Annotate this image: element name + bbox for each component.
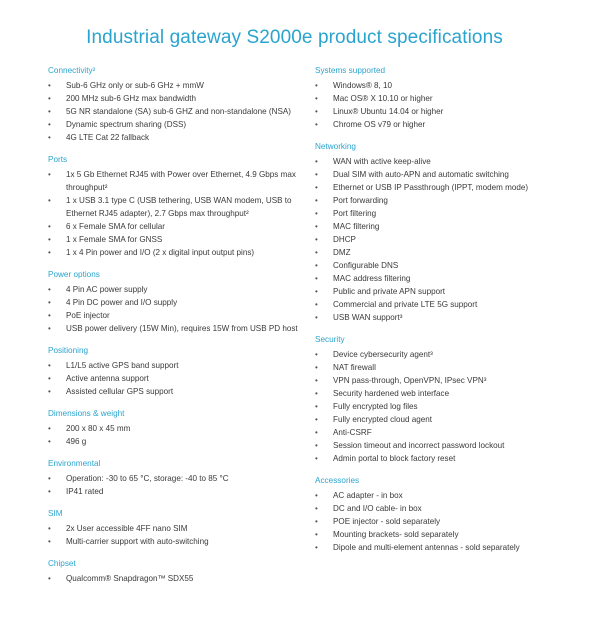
spec-item: • USB WAN support³	[315, 311, 577, 324]
spec-item: • 6 x Female SMA for cellular	[48, 220, 304, 233]
spec-item: • DMZ	[315, 246, 577, 259]
spec-item: • MAC filtering	[315, 220, 577, 233]
spec-item: • Admin portal to block factory reset	[315, 452, 577, 465]
spec-section-sim	[48, 508, 304, 548]
page-title: Industrial gateway S2000e product specifications	[86, 27, 503, 48]
spec-section-systems-supported	[315, 65, 577, 131]
spec-item: • DC and I/O cable- in box	[315, 502, 577, 515]
spec-section-environmental	[48, 458, 304, 498]
spec-item: • Security hardened web interface	[315, 387, 577, 400]
spec-list	[315, 155, 577, 324]
spec-item: • Dynamic spectrum sharing (DSS)	[48, 118, 304, 131]
spec-item: • Session timeout and incorrect password lockout	[315, 439, 577, 452]
spec-item: • PoE injector	[48, 309, 304, 322]
right-column	[315, 62, 577, 564]
section-heading: Security	[315, 335, 345, 344]
spec-section-positioning	[48, 345, 304, 398]
spec-item: • VPN pass-through, OpenVPN, IPsec VPN³	[315, 374, 577, 387]
spec-item: • Windows® 8, 10	[315, 79, 577, 92]
spec-item: • IP41 rated	[48, 485, 304, 498]
spec-item: • Mounting brackets- sold separately	[315, 528, 577, 541]
spec-item: • 200 x 80 x 45 mm	[48, 422, 304, 435]
spec-section-ports	[48, 154, 304, 259]
spec-item: • Qualcomm® Snapdragon™ SDX55	[48, 572, 304, 585]
spec-item: • Mac OS® X 10.10 or higher	[315, 92, 577, 105]
spec-list	[48, 422, 304, 448]
spec-item: • Chrome OS v79 or higher	[315, 118, 577, 131]
spec-section-accessories	[315, 475, 577, 554]
spec-item: • 1x 5 Gb Ethernet RJ45 with Power over Ethernet, 4.9 Gbps max throughput²	[48, 168, 304, 194]
section-heading: Dimensions & weight	[48, 409, 125, 418]
spec-item: • Active antenna support	[48, 372, 304, 385]
spec-item: • Device cybersecurity agent³	[315, 348, 577, 361]
spec-list	[48, 168, 304, 259]
spec-list	[48, 572, 304, 585]
spec-item: • MAC address filtering	[315, 272, 577, 285]
spec-item: • Linux® Ubuntu 14.04 or higher	[315, 105, 577, 118]
spec-list	[315, 348, 577, 465]
section-heading: Connectivity²	[48, 66, 96, 75]
spec-item: • 5G NR standalone (SA) sub-6 GHZ and non-standalone (NSA)	[48, 105, 304, 118]
spec-item: • Configurable DNS	[315, 259, 577, 272]
section-heading: Chipset	[48, 559, 76, 568]
spec-item: • POE injector - sold separately	[315, 515, 577, 528]
spec-item: • WAN with active keep-alive	[315, 155, 577, 168]
spec-section-power-options	[48, 269, 304, 335]
spec-item: • NAT firewall	[315, 361, 577, 374]
spec-item: • Sub-6 GHz only or sub-6 GHz + mmW	[48, 79, 304, 92]
spec-item: • Fully encrypted log files	[315, 400, 577, 413]
spec-item: • 4 Pin DC power and I/O supply	[48, 296, 304, 309]
spec-item: • DHCP	[315, 233, 577, 246]
section-heading: Environmental	[48, 459, 101, 468]
spec-item: • AC adapter - in box	[315, 489, 577, 502]
spec-section-connectivity	[48, 65, 304, 144]
spec-item: • Dual SIM with auto-APN and automatic switching	[315, 168, 577, 181]
spec-item: • Ethernet or USB IP Passthrough (IPPT, modem mode)	[315, 181, 577, 194]
spec-item: • Port filtering	[315, 207, 577, 220]
spec-item: • 1 x 4 Pin power and I/O (2 x digital input output pins)	[48, 246, 304, 259]
spec-item: • 496 g	[48, 435, 304, 448]
spec-list	[48, 472, 304, 498]
section-heading: Networking	[315, 142, 356, 151]
spec-item: • 1 x USB 3.1 type C (USB tethering, USB WAN modem, USB to Ethernet RJ45 adapter), 2.7 Gbps max throughput²	[48, 194, 304, 220]
spec-item: • Port forwarding	[315, 194, 577, 207]
section-heading: Ports	[48, 155, 68, 164]
section-heading: Accessories	[315, 476, 360, 485]
spec-item: • L1/L5 active GPS band support	[48, 359, 304, 372]
spec-list	[48, 79, 304, 144]
spec-item: • 4G LTE Cat 22 fallback	[48, 131, 304, 144]
spec-item: • 4 Pin AC power supply	[48, 283, 304, 296]
spec-item: • 1 x Female SMA for GNSS	[48, 233, 304, 246]
spec-item: • USB power delivery (15W Min), requires 15W from USB PD host	[48, 322, 304, 335]
spec-section-chipset	[48, 558, 304, 585]
spec-item: • Dipole and multi-element antennas - sold separately	[315, 541, 577, 554]
section-heading: Power options	[48, 270, 100, 279]
spec-list	[48, 522, 304, 548]
spec-item: • Operation: -30 to 65 °C, storage: -40 to 85 °C	[48, 472, 304, 485]
spec-list	[315, 489, 577, 554]
spec-item: • 2x User accessible 4FF nano SIM	[48, 522, 304, 535]
spec-section-dimensions-weight	[48, 408, 304, 448]
spec-item: • Fully encrypted cloud agent	[315, 413, 577, 426]
spec-item: • Assisted cellular GPS support	[48, 385, 304, 398]
spec-list	[315, 79, 577, 131]
spec-item: • Multi-carrier support with auto-switching	[48, 535, 304, 548]
spec-item: • Commercial and private LTE 5G support	[315, 298, 577, 311]
spec-list	[48, 283, 304, 335]
section-heading: Systems supported	[315, 66, 386, 75]
spec-section-security	[315, 334, 577, 465]
left-column	[48, 62, 304, 595]
spec-item: • Anti-CSRF	[315, 426, 577, 439]
section-heading: SIM	[48, 509, 63, 518]
spec-section-networking	[315, 141, 577, 324]
spec-item: • Public and private APN support	[315, 285, 577, 298]
spec-list	[48, 359, 304, 398]
spec-item: • 200 MHz sub-6 GHz max bandwidth	[48, 92, 304, 105]
section-heading: Positioning	[48, 346, 89, 355]
